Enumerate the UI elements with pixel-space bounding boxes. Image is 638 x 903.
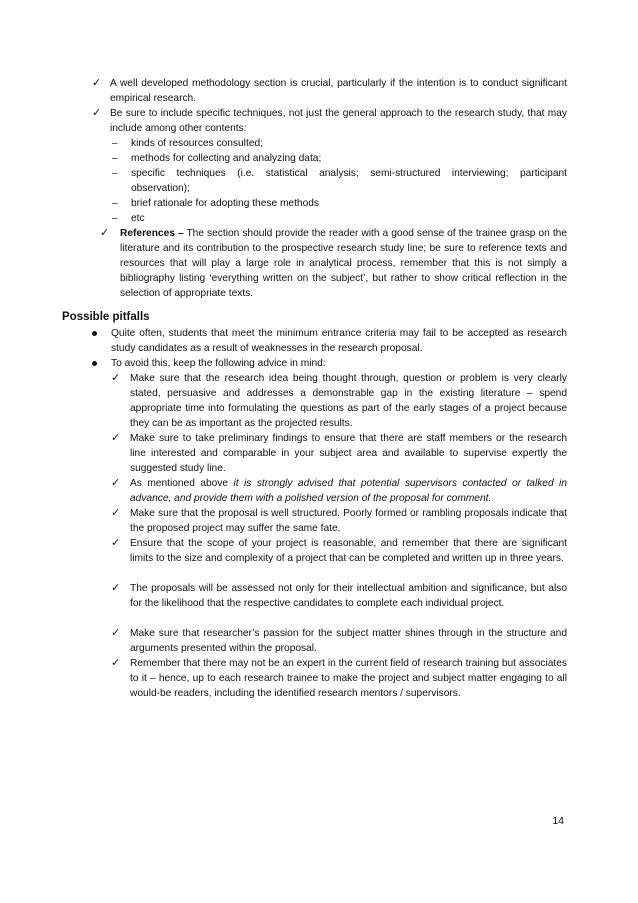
- dash-icon: –: [112, 168, 118, 179]
- advice-text: Make sure that the research idea being thought through, question or problem is very clearly stated, persuasive and addresses a demonstrable gap in the existing literature – spend appropriate time into formulating the questions as part of the early stages of a project because they can be as important as the projected results.: [130, 373, 567, 429]
- advice-text-plain: As mentioned above: [130, 478, 234, 489]
- advice-item: [111, 581, 567, 611]
- sub-list-item: [112, 136, 567, 151]
- list-item: [92, 106, 567, 136]
- advice-text: Ensure that the scope of your project is reasonable, and remember that there are significant limits to the size and complexity of a project that can be completed and written up in three years.: [130, 538, 567, 564]
- advice-text: Make sure that the proposal is well structured. Poorly formed or rambling proposals indicate that the proposed project may suffer the same fate.: [130, 508, 567, 534]
- check-icon: ✓: [111, 657, 121, 669]
- list-item-references: [100, 226, 567, 301]
- check-icon: ✓: [111, 372, 121, 384]
- sub-item-text: kinds of resources consulted;: [131, 138, 263, 149]
- advice-item: [111, 656, 567, 701]
- techniques-text: Be sure to include specific techniques, not just the general approach to the research study, that may include among other contents:: [110, 108, 567, 134]
- advice-text: Remember that there may not be an expert in the current field of research training but associates to it – hence, up to each research trainee to make the project and subject matter engaging to all would-be readers, including the identified research mentors / supervisors.: [130, 658, 567, 699]
- sub-list-item: [112, 211, 567, 226]
- advice-text: Make sure that researcher’s passion for the subject matter shines through in the structure and arguments presented within the proposal.: [130, 628, 567, 654]
- check-icon: ✓: [100, 227, 110, 239]
- advice-item: [111, 476, 567, 506]
- advice-text: Make sure to take preliminary findings to ensure that there are staff members or the research line interested and comparable in your subject area and available to supervise expertly the suggested study line.: [130, 433, 567, 474]
- sub-list-item: [112, 196, 567, 211]
- advice-item: [111, 506, 567, 536]
- advice-text-italic: it is strongly advised that potential supervisors contacted or talked in advance, and provide them with a polished version of the proposal for comment.: [130, 478, 567, 504]
- advice-text: The proposals will be assessed not only for their intellectual ambition and significance, but also for the likelihood that the respective candidates to complete each individual project.: [130, 583, 567, 609]
- sub-item-text: specific techniques (i.e. statistical analysis; semi-structured interviewing; participant observation);: [131, 168, 567, 194]
- page-number: 14: [552, 815, 564, 827]
- bullet-text: To avoid this, keep the following advice in mind:: [111, 358, 326, 369]
- advice-item: [111, 431, 567, 476]
- bullet-text: Quite often, students that meet the minimum entrance criteria may fail to be accepted as research study candidates as a result of weaknesses in the research proposal.: [111, 328, 567, 354]
- check-icon: ✓: [92, 77, 102, 89]
- advice-item: [111, 626, 567, 656]
- advice-text: [130, 476, 567, 506]
- dash-icon: –: [112, 213, 118, 224]
- advice-item: [111, 536, 567, 566]
- dash-icon: –: [112, 198, 118, 209]
- sub-list-item: [112, 151, 567, 166]
- methodology-text: A well developed methodology section is crucial, particularly if the intention is to conduct significant empirical research.: [110, 78, 567, 104]
- list-item: [92, 76, 567, 106]
- references-text: The section should provide the reader with a good sense of the trainee grasp on the literature and its contribution to the prospective research study line; be sure to reference texts and resources that will play a large role in analytical process, remember that this is not simply a bibliography listing ‘everything written on the subject’, but rather to show critical reflection in the selection of appropriate texts.: [120, 228, 567, 299]
- dash-icon: –: [112, 153, 118, 164]
- sub-item-text: etc: [131, 213, 145, 224]
- check-icon: ✓: [111, 477, 121, 489]
- check-icon: ✓: [111, 537, 121, 549]
- check-icon: ✓: [111, 432, 121, 444]
- bullet-item: [92, 326, 567, 356]
- bullet-item: [92, 356, 567, 371]
- check-icon: ✓: [111, 507, 121, 519]
- advice-item: [111, 371, 567, 431]
- sub-list-item: [112, 166, 567, 196]
- references-paragraph: [120, 226, 567, 301]
- bullet-icon: [92, 361, 97, 366]
- section-heading: Possible pitfalls: [62, 311, 150, 323]
- check-icon: ✓: [111, 627, 121, 639]
- check-icon: ✓: [111, 582, 121, 594]
- sub-item-text: methods for collecting and analyzing data;: [131, 153, 322, 164]
- bullet-icon: [92, 331, 97, 336]
- dash-icon: –: [112, 138, 118, 149]
- references-label: References –: [120, 228, 184, 239]
- check-icon: ✓: [92, 107, 102, 119]
- sub-item-text: brief rationale for adopting these methods: [131, 198, 320, 209]
